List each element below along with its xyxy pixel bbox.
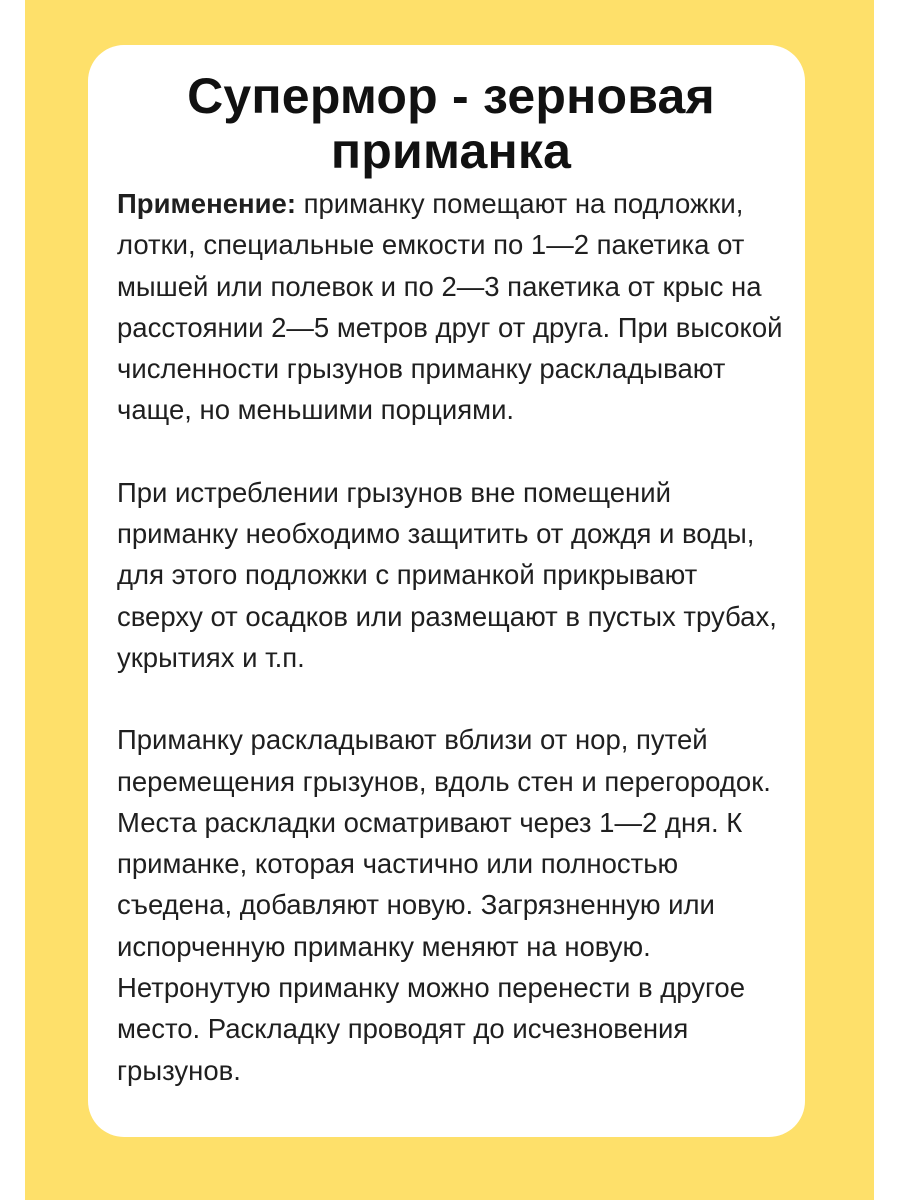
paragraph-placement: Приманку раскладывают вблизи от нор, путей перемещения грызунов, вдоль стен и перегородок. Места раскладки осматривают через 1—2 дня. К приманке, которая частично или полностью съедена, добавляют новую. Загрязненную или испорченную приманку меняют на новую. Нетронутую приманку можно перенести в другое место. Раскладку проводят до исчезновения грызунов. <box>117 724 771 1086</box>
instructions-text <box>117 183 785 1091</box>
paragraph-outdoor-protection: При истреблении грызунов вне помещений приманку необходимо защитить от дождя и воды, для этого подложки с приманкой прикрывают сверху от осадков или размещают в пустых трубах, укрытиях и т.п. <box>117 476 777 673</box>
paragraph-lead-label: Применение: <box>117 188 296 219</box>
card-title: Супермор - зерновая приманка <box>187 68 715 179</box>
paragraph-body: приманку помещают на подложки, лотки, специальные емкости по 1—2 пакетика от мышей или полевок и по 2—3 пакетика от крыс на расстоянии 2—5 метров друг от друга. При высокой численности грызунов приманку раскладывают чаще, но меньшими порциями. <box>117 188 783 426</box>
paragraph-application <box>117 183 785 431</box>
instructions-card <box>88 45 805 1137</box>
